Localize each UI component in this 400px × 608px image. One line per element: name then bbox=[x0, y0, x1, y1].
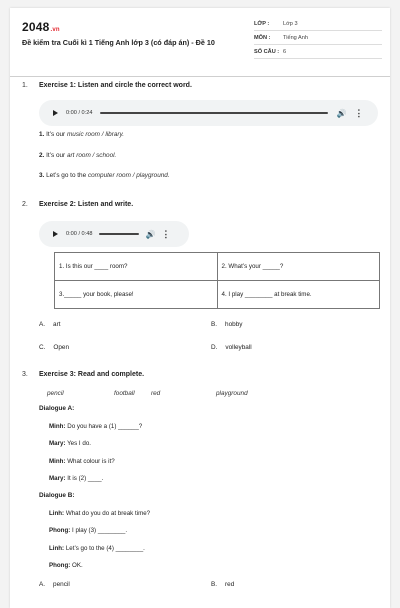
meta-key: LỚP : bbox=[254, 20, 270, 27]
answer-option[interactable]: A. art bbox=[39, 321, 61, 328]
play-icon[interactable] bbox=[53, 231, 58, 237]
document-page bbox=[10, 8, 390, 608]
word-bank-item: red bbox=[151, 390, 161, 397]
exercise-2-title: Exercise 2: Listen and write. bbox=[39, 201, 134, 208]
answer-option[interactable]: D. volleyball bbox=[211, 344, 252, 351]
meta-info bbox=[254, 17, 382, 59]
dialogue-line: Linh: What do you do at break time? bbox=[49, 510, 151, 517]
exercise-3-number: 3. bbox=[22, 371, 28, 378]
meta-row-class bbox=[254, 17, 382, 31]
audio-progress-track[interactable] bbox=[100, 112, 328, 114]
dialogue-line: Phong: OK. bbox=[49, 562, 83, 569]
site-logo[interactable] bbox=[22, 20, 60, 34]
logo-suffix: .vn bbox=[50, 27, 60, 33]
answer-option[interactable]: A. pencil bbox=[39, 581, 70, 588]
exercise-3-title: Exercise 3: Read and complete. bbox=[39, 371, 145, 378]
document-title: Đề kiểm tra Cuối kì 1 Tiếng Anh lớp 3 (có đáp án) - Đề 10 bbox=[22, 38, 215, 47]
exercise-1-title: Exercise 1: Listen and circle the correct word. bbox=[39, 82, 192, 89]
more-options-icon[interactable]: ⋮ bbox=[161, 228, 171, 239]
word-bank-item: football bbox=[114, 390, 135, 397]
exercise-1-item: 2. It’s our art room / school. bbox=[39, 152, 117, 159]
dialogue-b-heading: Dialogue B: bbox=[39, 492, 75, 499]
volume-icon[interactable]: 🔊 bbox=[336, 108, 347, 118]
table-cell: 2. What’s your _____? bbox=[217, 253, 380, 281]
dialogue-line: Mary: It is (2) ____. bbox=[49, 475, 104, 482]
exercise-1-audio-player[interactable] bbox=[39, 100, 378, 126]
dialogue-a-heading: Dialogue A: bbox=[39, 405, 75, 412]
word-bank-item: playground bbox=[216, 390, 248, 397]
meta-value: 6 bbox=[283, 48, 287, 55]
dialogue-line: Linh: Let’s go to the (4) ________. bbox=[49, 545, 145, 552]
dialogue-line: Minh: What colour is it? bbox=[49, 458, 115, 465]
table-cell: 3._____ your book, please! bbox=[55, 281, 218, 309]
table-cell: 1. Is this our ____ room? bbox=[55, 253, 218, 281]
exercise-1-item: 3. Let’s go to the computer room / playground. bbox=[39, 172, 170, 179]
exercise-2-audio-player[interactable] bbox=[39, 221, 189, 247]
volume-icon[interactable]: 🔊 bbox=[145, 229, 156, 239]
exercise-2-table bbox=[54, 252, 380, 309]
header-divider bbox=[10, 76, 390, 77]
meta-value: Tiếng Anh bbox=[283, 34, 308, 41]
answer-option[interactable]: C. Open bbox=[39, 344, 70, 351]
meta-value: Lớp 3 bbox=[283, 20, 298, 27]
exercise-1-number: 1. bbox=[22, 82, 28, 89]
table-cell: 4. I play ________ at break time. bbox=[217, 281, 380, 309]
table-row bbox=[55, 253, 380, 281]
dialogue-line: Minh: Do you have a (1) ______? bbox=[49, 423, 143, 430]
exercise-1-item: 1. It’s our music room / library. bbox=[39, 131, 125, 138]
answer-option[interactable]: B. hobby bbox=[211, 321, 243, 328]
more-options-icon[interactable]: ⋮ bbox=[354, 107, 364, 118]
audio-time: 0:00 / 0:24 bbox=[66, 110, 93, 116]
audio-time: 0:00 / 0:48 bbox=[66, 231, 93, 237]
exercise-2-number: 2. bbox=[22, 201, 28, 208]
table-row bbox=[55, 281, 380, 309]
dialogue-line: Phong: I play (3) ________. bbox=[49, 527, 128, 534]
meta-row-subject bbox=[254, 31, 382, 45]
audio-progress-track[interactable] bbox=[99, 233, 139, 235]
word-bank-item: pencil bbox=[47, 390, 64, 397]
meta-key: MÔN : bbox=[254, 34, 271, 41]
meta-key: SỐ CÂU : bbox=[254, 48, 280, 55]
answer-option[interactable]: B. red bbox=[211, 581, 235, 588]
play-icon[interactable] bbox=[53, 110, 58, 116]
dialogue-line: Mary: Yes I do. bbox=[49, 440, 91, 447]
logo-text: 2048 bbox=[22, 20, 50, 34]
meta-row-count bbox=[254, 45, 382, 59]
